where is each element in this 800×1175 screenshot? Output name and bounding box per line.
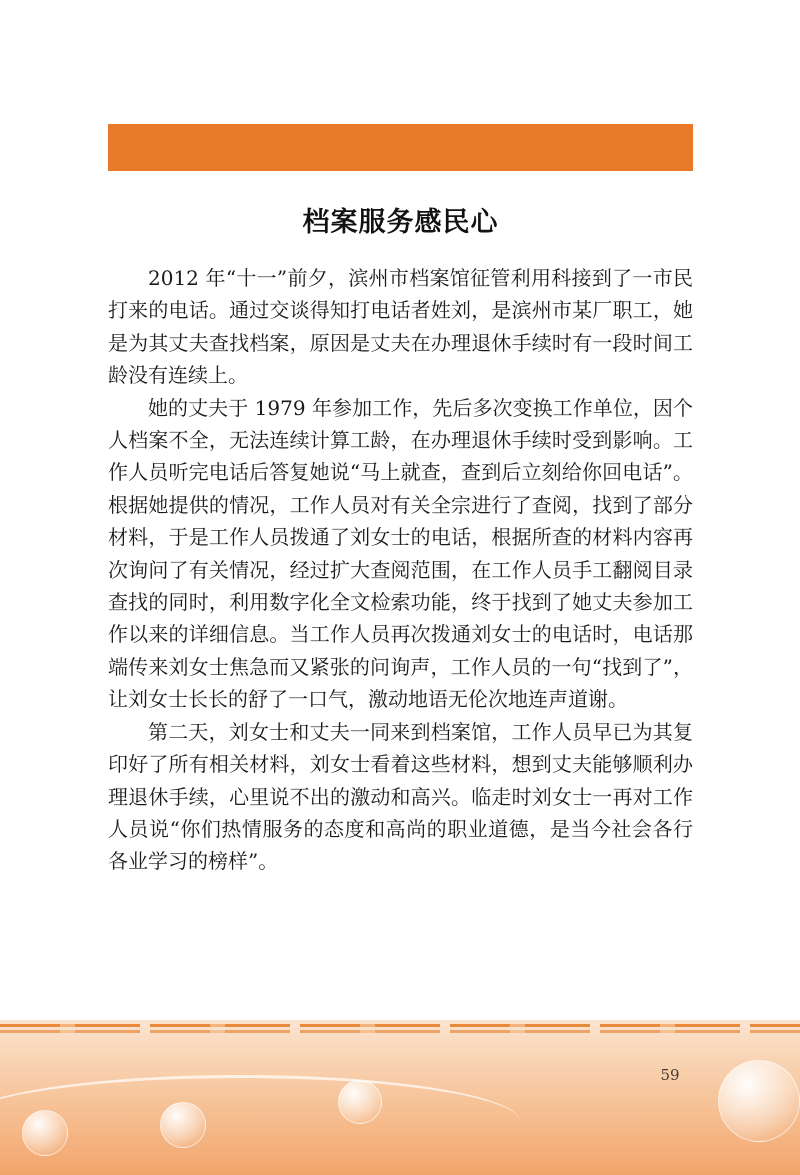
article-title: 档案服务感民心: [302, 207, 499, 238]
page-number: 59: [660, 1066, 680, 1084]
paragraph-3: 第二天，刘女士和丈夫一同来到档案馆，工作人员早已为其复印好了所有相关材料，刘女士看着这些材料，想到丈夫能够顺利办理退休手续，心里说不出的激动和高兴。临走时刘女士一再对工作人员说“你们热情服务的态度和高尚的职业道德，是当今社会各行各业学习的榜样”。: [108, 719, 693, 874]
bubble-decoration: [338, 1080, 382, 1124]
bubble-decoration: [22, 1110, 68, 1156]
header-bar: [108, 124, 693, 171]
footer-stripe: [0, 1024, 800, 1027]
article-body: [108, 262, 693, 878]
footer-decoration: [0, 1020, 800, 1175]
paragraph-1: 2012 年“十一”前夕，滨州市档案馆征管利用科接到了一市民打来的电话。通过交谈得知打电话者姓刘，是滨州市某厂职工，她是为其丈夫查找档案，原因是丈夫在办理退休手续时有一段时间工龄没有连续上。: [108, 266, 693, 388]
paragraph-2: 她的丈夫于 1979 年参加工作，先后多次变换工作单位，因个人档案不全，无法连续计算工龄，在办理退休手续时受到影响。工作人员听完电话后答复她说“马上就查，查到后立刻给你回电话”。根据她提供的情况，工作人员对有关全宗进行了查阅，找到了部分材料，于是工作人员拨通了刘女士的电话，根据所查的材料内容再次询问了有关情况，经过扩大查阅范围，在工作人员手工翻阅目录查找的同时，利用数字化全文检索功能，终于找到了她丈夫参加工作以来的详细信息。当工作人员再次拨通刘女士的电话时，电话那端传来刘女士焦急而又紧张的问询声，工作人员的一句“找到了”，让刘女士长长的舒了一口气，激动地语无伦次地连声道谢。: [108, 395, 693, 712]
footer-swoosh: [0, 1075, 520, 1168]
footer-stripe: [0, 1030, 800, 1033]
bubble-decoration: [718, 1060, 800, 1142]
bubble-decoration: [160, 1102, 206, 1148]
